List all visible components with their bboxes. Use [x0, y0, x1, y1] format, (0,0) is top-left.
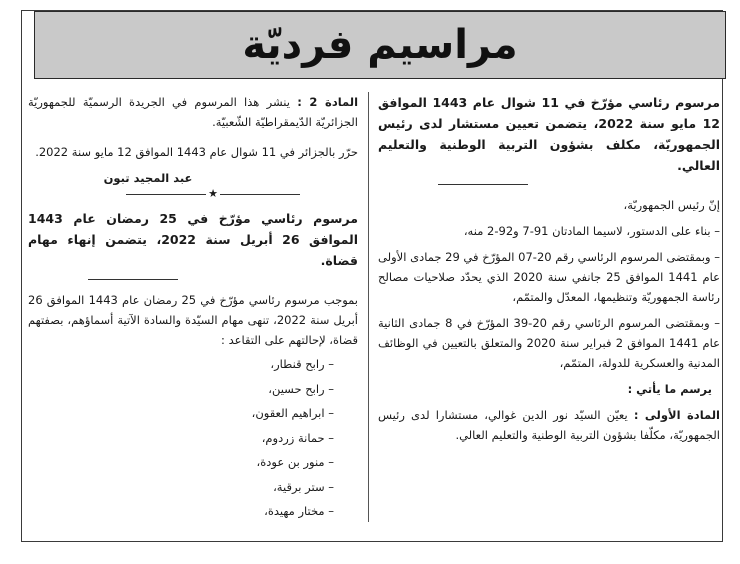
- visa-constitution: – بناء على الدستور، لاسيما المادتان 91-7 و92-2 منه،: [463, 224, 720, 238]
- left-column: [28, 92, 358, 524]
- decree-label: يرسم ما يأتي :: [627, 382, 712, 396]
- article-2: [28, 92, 358, 132]
- star-icon: ★: [208, 187, 218, 200]
- list-item: – ستر برقية،: [273, 479, 334, 494]
- heading-rule-2: [88, 279, 178, 280]
- article-2-text: ينشر هذا المرسوم في الجريدة الرسميّة للجمهوريّة الجزائريّة الدّيمقراطيّة الشّعبيّة.: [28, 95, 358, 129]
- list-item: – رابح حسين،: [268, 381, 334, 396]
- list-item: – حمانة زردوم،: [261, 430, 334, 445]
- article-1-label: المادة الأولى :: [633, 408, 720, 422]
- visa-decree-20-39: – وبمقتضى المرسوم الرئاسي رقم 20-39 المؤرّخ في 8 جمادى الثانية عام 1441 الموافق 2 فبراير سنة 2020 والمتعلق بالتعيين في الوظائف المدنية والعسكرية للدولة، المتمّم،: [378, 316, 720, 370]
- signature: عبد المجيد تبون: [103, 171, 193, 185]
- heading-rule: [438, 184, 528, 185]
- list-item: – مختار مهيدة،: [264, 504, 334, 518]
- judges-list: [28, 352, 358, 524]
- article-1-text: يعيّن السيّد نور الدين غوالي، مستشارا لدى رئيس الجمهوريّة، مكلّفا بشؤون التربية الوطنية والتعليم العالي.: [378, 408, 720, 442]
- article-2-label: المادة 2 :: [297, 95, 359, 109]
- list-item: – رابح قنطار،: [270, 357, 334, 371]
- column-divider: [368, 92, 369, 522]
- star-separator: [28, 188, 358, 200]
- signed-at: حرّر بالجزائر في 11 شوال عام 1443 الموافق 12 مايو سنة 2022.: [35, 145, 358, 159]
- decree-body-2: بموجب مرسوم رئاسي مؤرّخ في 25 رمضان عام 1443 الموافق 26 أبريل سنة 2022، تنهى مهام السيّدة والسادة الآتية أسماؤهم، بصفتهم قضاة، لإحالتهم على التقاعد :: [28, 293, 359, 347]
- page-title: مراسيم فرديّة: [242, 22, 518, 68]
- visa-decree-20-07: – وبمقتضى المرسوم الرئاسي رقم 20-07 المؤرّخ في 29 جمادى الأولى عام 1441 الموافق 25 جانفي سنة 2020 الذي يحدّد صلاحيات مصالح رئاسة الجمهوريّة وتنظيمها، المعدّل والمتمّم،: [378, 250, 720, 304]
- president-intro: إنّ رئيس الجمهوريّة،: [623, 198, 720, 212]
- title-banner: [34, 11, 726, 79]
- decree-heading-1: مرسوم رئاسي مؤرّخ في 11 شوال عام 1443 الموافق 12 مايو سنة 2022، يتضمن تعيين مستشار لدى رئيس الجمهوريّة، مكلف بشؤون التربية الوطنية والتعليم العالي.: [378, 95, 721, 173]
- separator-line-right: [220, 194, 300, 195]
- separator-line-left: [126, 194, 206, 195]
- list-item: – ابراهيم العقون،: [251, 406, 334, 420]
- decree-heading-2: مرسوم رئاسي مؤرّخ في 25 رمضان عام 1443 الموافق 26 أبريل سنة 2022، يتضمن إنهاء مهام قضاة.: [28, 211, 358, 268]
- right-column: [378, 92, 720, 445]
- list-item: – منور بن عودة،: [256, 455, 334, 469]
- article-1: [378, 405, 720, 445]
